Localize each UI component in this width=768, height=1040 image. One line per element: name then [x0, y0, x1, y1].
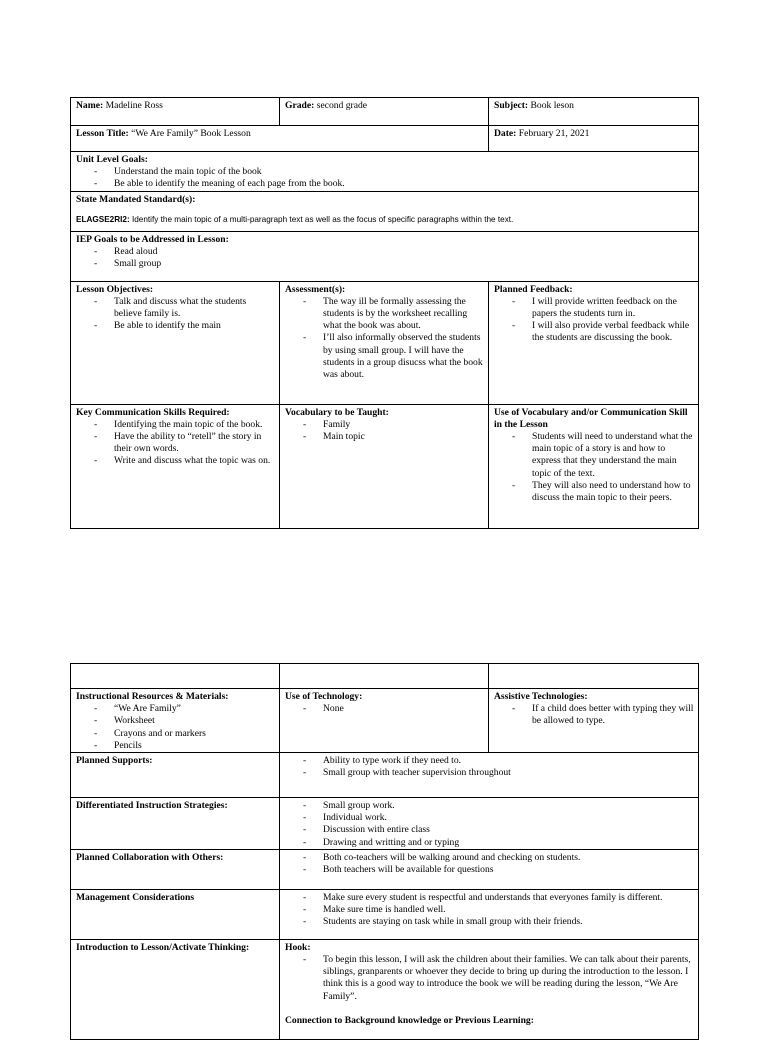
differentiated-label: Differentiated Instruction Strategies: [76, 800, 228, 812]
standards-cell [71, 191, 699, 231]
list-item: - Crayons and or markers [114, 728, 275, 740]
date-cell [489, 126, 699, 152]
management-label-cell [71, 889, 280, 939]
supports-label-cell [71, 753, 280, 798]
date-value: February 21, 2021 [518, 128, 590, 139]
unit-goals-list [76, 166, 694, 190]
differentiated-list [285, 800, 694, 849]
feedback-cell [489, 281, 699, 404]
list-item: - If a child does better with typing they will be allowed to type. [532, 703, 694, 727]
vocabulary-cell [280, 404, 489, 528]
resources-list [76, 703, 275, 752]
communication-skills-label: Key Communication Skills Required: [76, 406, 230, 418]
list-item: - Make sure every student is respectful and understands that everyones family is different. [323, 892, 694, 904]
list-item: - Read aloud [114, 246, 694, 258]
list-item: - Be able to identify the main [114, 320, 275, 332]
management-list [285, 892, 694, 929]
collaboration-label: Planned Collaboration with Others: [76, 851, 224, 863]
list-item: - Ability to type work if they need to. [323, 755, 694, 767]
list-item: - I’ll also informally observed the students by using small group. I will have the students in a group disucss what the book was about. [323, 332, 484, 381]
date-label: Date: [494, 128, 517, 139]
list-item: - Pencils [114, 740, 275, 752]
assistive-cell [489, 689, 699, 753]
hook-label: Hook: [285, 941, 311, 953]
grade-label: Grade: [285, 100, 315, 111]
grade-cell [280, 98, 489, 126]
differentiated-cell [280, 798, 699, 850]
list-item: - Drawing and writting and or typing [323, 837, 694, 849]
lesson-plan-table-2 [70, 663, 699, 1040]
list-item: - Small group work. [323, 800, 694, 812]
list-item: - Be able to identify the meaning of each page from the book. [114, 178, 694, 190]
management-cell [280, 889, 699, 939]
supports-cell [280, 753, 699, 798]
list-item: - Small group [114, 258, 694, 270]
empty-cell [71, 664, 280, 689]
list-item: - Students will need to understand what the main topic of a story is and how to express that they understand the main topic of the text. [532, 431, 694, 480]
list-item: - Both co-teachers will be walking around and checking on students. [323, 852, 694, 864]
vocabulary-use-label: Use of Vocabulary and/or Communication Skill in the Lesson [494, 406, 688, 430]
vocabulary-list [285, 419, 484, 443]
unit-goals-cell [71, 152, 699, 192]
management-label: Management Considerations [76, 891, 195, 903]
lesson-plan-table-1 [70, 97, 699, 529]
resources-cell [71, 689, 280, 753]
communication-skills-cell [71, 404, 280, 528]
list-item: - To begin this lesson, I will ask the children about their families. We can talk about their parents, siblings, granparents or whoever they decide to bring up during the introduction to the lesson. I think this is a good way to introduce the book we will be reading during the lesson, “We Are Family”. [323, 954, 694, 1003]
assessment-label: Assessment(s): [285, 283, 346, 295]
standards-label: State Mandated Standard(s): [76, 193, 196, 205]
iep-goals-list [76, 246, 694, 270]
subject-value: Book leson [530, 100, 574, 111]
list-item: - Both teachers will be available for questions [323, 864, 694, 876]
list-item: - Main topic [323, 431, 484, 443]
list-item: - They will also need to understand how to discuss the main topic to their peers. [532, 480, 694, 504]
hook-list [285, 954, 694, 1003]
list-item: - None [323, 703, 484, 715]
grade-value: second grade [316, 100, 368, 111]
differentiated-label-cell [71, 798, 280, 850]
assistive-label: Assistive Technologies: [494, 691, 588, 702]
collaboration-label-cell [71, 849, 280, 889]
list-item: - Talk and discuss what the students believe family is. [114, 296, 275, 320]
introduction-label-cell [71, 939, 280, 1039]
list-item: - Have the ability to “retell” the story in their own words. [114, 431, 275, 455]
objectives-cell [71, 281, 280, 404]
iep-goals-label: IEP Goals to be Addressed in Lesson: [76, 233, 229, 245]
technology-label: Use of Technology: [285, 691, 363, 702]
name-label: Name: [76, 100, 104, 111]
name-value: Madeline Ross [105, 100, 163, 111]
list-item: - Students are staying on task while in small group with their friends. [323, 916, 694, 928]
objectives-list [76, 296, 275, 333]
list-item: - The way ill be formally assessing the students is by the worksheet recalling what the book was about. [323, 296, 484, 333]
resources-label: Instructional Resources & Materials: [76, 691, 229, 702]
list-item: - Small group with teacher supervision throughout [323, 767, 694, 779]
list-item: - Understand the main topic of the book [114, 166, 694, 178]
list-item: - Individual work. [323, 812, 694, 824]
supports-label: Planned Supports: [76, 755, 153, 767]
name-cell [71, 98, 280, 126]
list-item: - Family [323, 419, 484, 431]
list-item: - Discussion with entire class [323, 824, 694, 836]
standard-text [76, 206, 694, 226]
connection-label: Connection to Background knowledge or Previous Learning: [285, 1014, 534, 1026]
collaboration-cell [280, 849, 699, 889]
lesson-title-value: “We Are Family” Book Lesson [131, 128, 251, 139]
subject-label: Subject: [494, 100, 529, 111]
vocabulary-use-list [494, 431, 694, 504]
objectives-label: Lesson Objectives: [76, 283, 154, 295]
empty-cell [280, 664, 489, 689]
lesson-title-cell [71, 126, 489, 152]
list-item: - “We Are Family” [114, 703, 275, 715]
list-item: - I will also provide verbal feedback while the students are discussing the book. [532, 320, 694, 344]
list-item: - Make sure time is handled well. [323, 904, 694, 916]
spacer [285, 1003, 694, 1015]
unit-goals-label: Unit Level Goals: [76, 154, 148, 165]
iep-goals-cell [71, 231, 699, 281]
empty-cell [489, 664, 699, 689]
vocabulary-use-cell [489, 404, 699, 528]
lesson-title-label: Lesson Title: [76, 128, 129, 139]
list-item: - I will provide written feedback on the papers the students turn in. [532, 296, 694, 320]
collaboration-list [285, 852, 694, 876]
vocabulary-label: Vocabulary to be Taught: [285, 406, 389, 418]
technology-cell [280, 689, 489, 753]
introduction-cell [280, 939, 699, 1039]
assessment-cell [280, 281, 489, 404]
supports-list [285, 755, 694, 779]
list-item: - Write and discuss what the topic was on. [114, 455, 275, 467]
list-item: - Worksheet [114, 715, 275, 727]
feedback-label: Planned Feedback: [494, 283, 573, 295]
introduction-label: Introduction to Lesson/Activate Thinking: [76, 941, 250, 953]
standard-description: Identify the main topic of a multi-paragraph text as well as the focus of specific paragraphs within the text. [129, 214, 514, 224]
list-item: - Identifying the main topic of the book. [114, 419, 275, 431]
technology-list [285, 703, 484, 715]
subject-cell [489, 98, 699, 126]
communication-skills-list [76, 419, 275, 468]
assistive-list [494, 703, 694, 727]
feedback-list [494, 296, 694, 345]
standard-code: ELAGSE2RI2: [76, 214, 130, 224]
assessment-list [285, 296, 484, 381]
